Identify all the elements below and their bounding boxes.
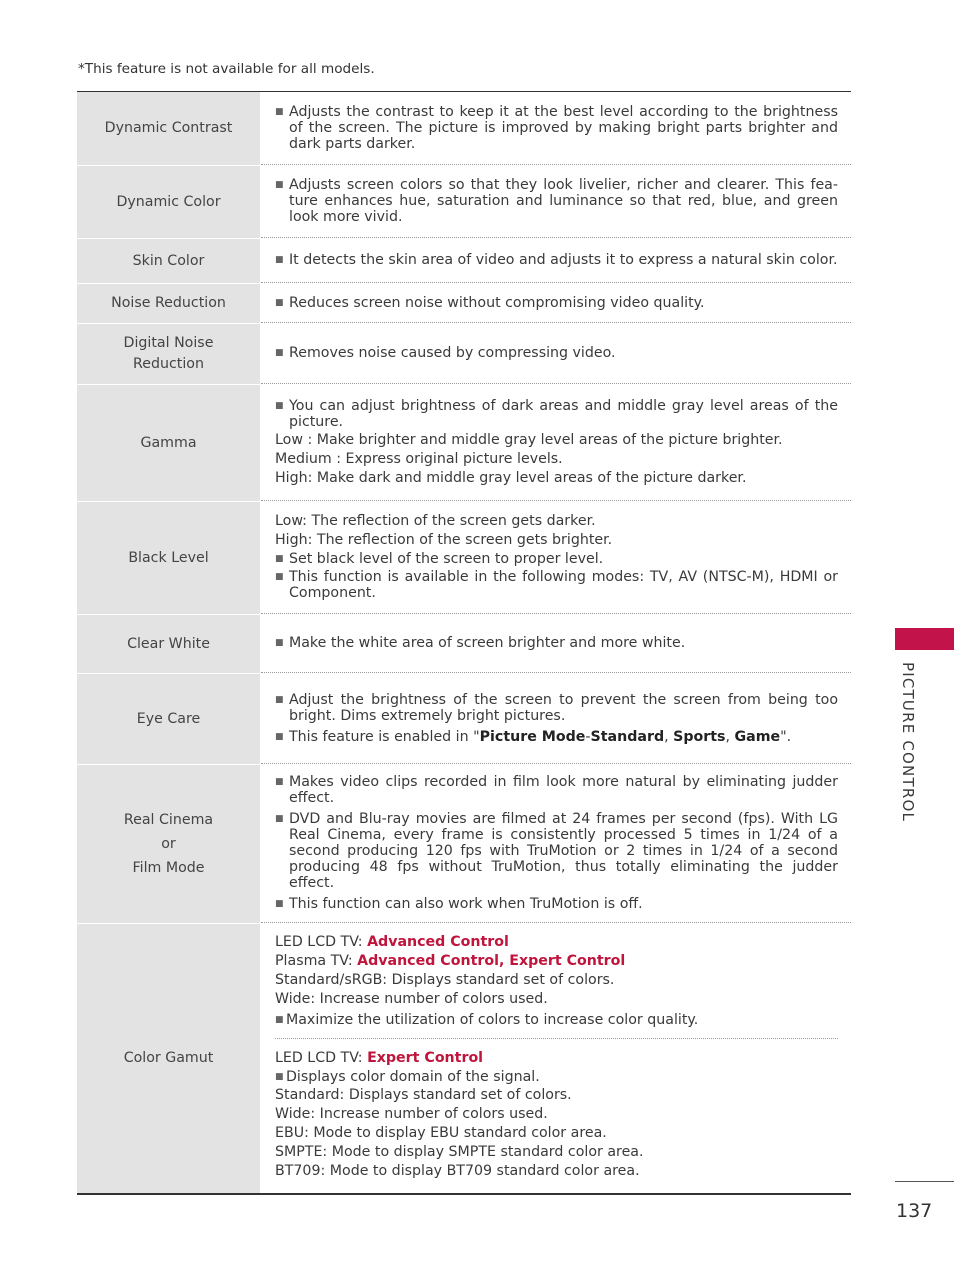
square-bullet-icon: ■ xyxy=(275,777,284,787)
square-bullet-icon: ■ xyxy=(275,107,284,117)
square-bullet-icon: ■ xyxy=(275,638,284,648)
row-description: ■ It detects the skin area of video and adjusts it to express a natural skin color. xyxy=(261,238,851,283)
row-description: ■ Adjusts the contrast to keep it at the best level according to the brightness of the screen. The picture is improved by making bright parts brighter and dark parts darker. xyxy=(261,92,851,165)
square-bullet-icon: ■ xyxy=(275,572,284,582)
section-tab-marker xyxy=(895,628,954,650)
row-label: Dynamic Color xyxy=(77,165,260,238)
table-row xyxy=(77,323,851,384)
row-description: ■ Make the white area of screen brighter and more white. xyxy=(261,614,851,673)
table-row xyxy=(77,238,851,283)
square-bullet-icon: ■ xyxy=(275,694,284,705)
square-bullet-icon: ■ xyxy=(275,554,284,564)
square-bullet-icon: ■ xyxy=(275,180,284,190)
table-row xyxy=(77,764,851,923)
row-description: ■ Reduces screen noise without compromising video quality. xyxy=(261,283,851,323)
row-description: ■ Adjust the brightness of the screen to prevent the screen from being too bright. Dims extremely bright pictures. ■ This feature is enabled in "Picture Mode-Standard, Sports, Game". xyxy=(261,673,851,764)
table-row xyxy=(77,384,851,501)
color-gamut-section-a: LED LCD TV: Advanced Control Plasma TV: Advanced Control, Expert Control Standard/sRGB: Displays standard set of colors. Wide: Increase number of colors used. ■ Maximize the utilization of colors to increase color quality. xyxy=(275,923,838,1039)
table-row xyxy=(77,501,851,614)
row-label: Noise Reduction xyxy=(77,283,260,323)
square-bullet-icon: ■ xyxy=(275,814,284,824)
table-row xyxy=(77,165,851,238)
row-label: Black Level xyxy=(77,501,260,614)
row-label: Clear White xyxy=(77,614,260,673)
page-number: 137 xyxy=(896,1200,933,1222)
square-bullet-icon: ■ xyxy=(275,255,284,265)
row-label: Eye Care xyxy=(77,673,260,764)
row-description: ■ Removes noise caused by compressing video. xyxy=(261,323,851,384)
row-label: Color Gamut xyxy=(77,923,260,1193)
row-label: Gamma xyxy=(77,384,260,501)
table-row xyxy=(77,283,851,323)
row-description: Low: The reflection of the screen gets darker. High: The reflection of the screen gets brighter. ■ Set black level of the screen to proper level. ■ This function is available in the following modes: TV, AV (NTSC-M), HDMI or Component. xyxy=(261,501,851,614)
table-row xyxy=(77,614,851,673)
table-row xyxy=(77,923,851,1193)
row-description: ■ You can adjust brightness of dark areas and middle gray level areas of the picture. Low : Make brighter and middle gray level areas of the picture brighter. Medium : Express original picture levels. High: Make dark and middle gray level areas of the picture darker. xyxy=(261,384,851,501)
square-bullet-icon: ■ xyxy=(275,1014,284,1025)
row-label: Dynamic Contrast xyxy=(77,92,260,165)
row-label: Digital Noise Reduction xyxy=(77,323,260,384)
section-side-label: PICTURE CONTROL xyxy=(899,662,917,823)
footnote: *This feature is not available for all models. xyxy=(78,61,375,77)
square-bullet-icon: ■ xyxy=(275,297,284,308)
square-bullet-icon: ■ xyxy=(275,899,284,909)
square-bullet-icon: ■ xyxy=(275,731,284,742)
row-description xyxy=(261,923,851,1193)
color-gamut-section-b: LED LCD TV: Expert Control ■ Displays color domain of the signal. Standard: Displays standard set of colors. Wide: Increase number of colors used. EBU: Mode to display EBU standard color area. SMPTE: Mode to display SMPTE standard color area. BT709: Mode to display BT709 standard color area. xyxy=(275,1050,644,1179)
square-bullet-icon: ■ xyxy=(275,1072,284,1082)
square-bullet-icon: ■ xyxy=(275,348,284,358)
row-label: Skin Color xyxy=(77,238,260,283)
row-description: ■ Makes video clips recorded in film look more natural by eliminating judder effect. ■ DVD and Blu-ray movies are filmed at 24 frames per second (fps). With LG Real Cinema, every frame is consistently processed 5 times in 1/24 of a second producing 120 fps with TruMotion or 2 times in 1/24 of a second producing 48 fps without TruMotion, thus totally eliminating the judder effect. ■ This function can also work when TruMotion is off. xyxy=(261,764,851,923)
table-row xyxy=(77,92,851,165)
row-description: ■ Adjusts screen colors so that they look livelier, richer and clearer. This fea-ture enhances hue, saturation and luminance so that red, blue, and green look more vivid. xyxy=(261,165,851,238)
row-label: Real Cinema or Film Mode xyxy=(77,764,260,923)
table-row xyxy=(77,673,851,764)
page-number-divider xyxy=(895,1181,954,1182)
square-bullet-icon: ■ xyxy=(275,400,284,411)
feature-table xyxy=(77,91,851,1195)
